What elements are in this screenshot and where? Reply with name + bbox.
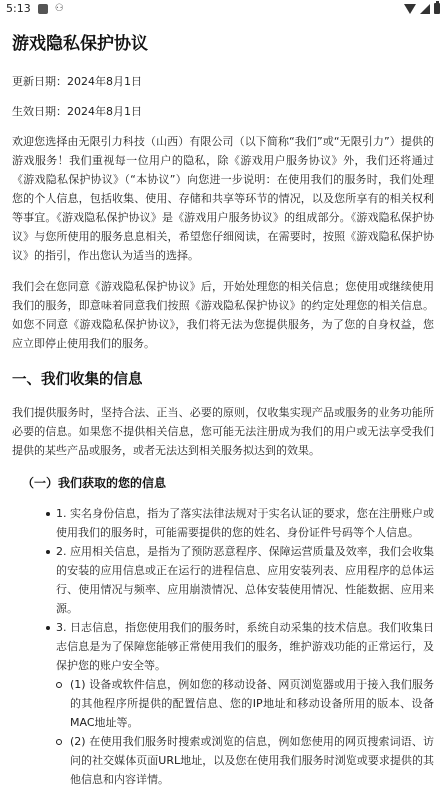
intro-paragraph-1: 欢迎您选择由无限引力科技（山西）有限公司（以下简称“我们”或“无限引力”）提供的游戏服务！我们重视每一位用户的隐私，除《游戏用户服务协议》外，我们还将通过《游戏隐私保护协议》（“本协议”）向您进一步说明：在使用我们的服务时，我们处理您的个人信息，包括收集、使用、存储和共享等环节的情况，以及您所享有的相关权利等事宜。《游戏隐私保护协议》是《游戏用户服务协议》的组成部分。《游戏隐私保护协议》与您所使用的服务息息相关，希望您仔细阅读，在需要时，按照《游戏隐私保护协议》的指引，作出您认为适当的选择。: [12, 135, 434, 262]
app-icon: ⚇: [54, 3, 64, 14]
document-content[interactable]: [0, 18, 446, 800]
status-left: [6, 2, 64, 15]
subsection-heading: （一）我们获取的您的信息: [22, 476, 167, 490]
status-bar: [0, 0, 446, 18]
info-list: [0, 504, 434, 789]
status-time: 5:13: [6, 2, 31, 15]
list-item: 2. 应用相关信息，是指为了预防恶意程序、保障运营质量及效率，我们会收集的安装的应用信息或正在运行的进程信息、应用安装列表、应用程序的总体运行、使用情况与频率、应用崩溃情况、总体安装使用情况、性能数据、应用来源。: [0, 542, 434, 618]
battery-icon: [434, 3, 440, 14]
section-paragraph: 我们提供服务时，坚持合法、正当、必要的原则，仅收集实现产品或服务的业务功能所必要的信息。如果您不提供相关信息，您可能无法注册成为我们的用户或无法享受我们提供的某些产品或服务，或者无法达到相关服务拟达到的效果。: [12, 406, 434, 457]
sub-list: [56, 675, 434, 789]
list-item-text: 3. 日志信息，指您使用我们的服务时，系统自动采集的技术信息。我们收集日志信息是为了保障您能够正常使用我们的服务，维护游戏功能的正常运行，及保护您的账户安全等。: [56, 621, 434, 672]
page-title: 游戏隐私保护协议: [12, 34, 148, 54]
notification-icon: [38, 4, 48, 14]
signal-icon: [420, 4, 430, 14]
sub-list-item: (1) 设备或软件信息，例如您的移动设备、网页浏览器或用于接入我们服务的其他程序所提供的配置信息、您的IP地址和移动设备所用的版本、设备MAC地址等。: [56, 675, 434, 732]
updated-date: 更新日期：2024年8月1日: [12, 75, 142, 88]
list-item: 1. 实名身份信息，指为了落实法律法规对于实名认证的要求，您在注册账户或使用我们的服务时，可能需要提供的您的姓名、身份证件号码等个人信息。: [0, 504, 434, 542]
wifi-icon: [404, 4, 416, 14]
status-right: [404, 3, 440, 14]
intro-paragraph-2: 我们会在您同意《游戏隐私保护协议》后，开始处理您的相关信息；您使用或继续使用我们的服务，即意味着同意我们按照《游戏隐私保护协议》的约定处理您的相关信息。如您不同意《游戏隐私保护协议》，我们将无法为您提供服务，为了您的自身权益，您应立即停止使用我们的服务。: [12, 280, 434, 350]
section-heading: 一、我们收集的信息: [12, 372, 143, 388]
sub-list-item: (2) 在使用我们服务时搜索或浏览的信息，例如您使用的网页搜索词语、访问的社交媒体页面URL地址，以及您在使用我们服务时浏览或要求提供的其他信息和内容详情。: [56, 732, 434, 789]
list-item: [0, 618, 434, 789]
effective-date: 生效日期：2024年8月1日: [12, 105, 142, 118]
